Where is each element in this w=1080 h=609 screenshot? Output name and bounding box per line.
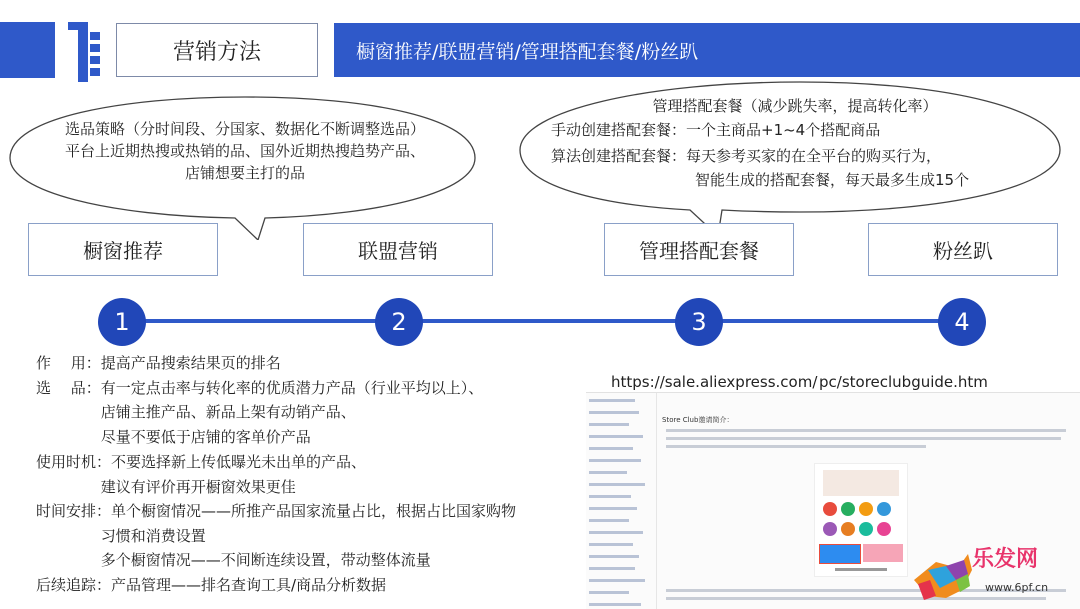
screenshot-phone-mockup <box>814 463 908 577</box>
section-subtitle: 橱窗推荐/联盟营销/管理搭配套餐/粉丝趴 <box>356 40 699 63</box>
detail-line: 时间安排：单个橱窗情况——所推产品国家流量占比，根据占比国家购物 <box>36 502 517 520</box>
store-club-url-part2[interactable]: pc/storeclubguide.htm <box>819 373 988 391</box>
section-title: 营销方法 <box>116 23 318 77</box>
bubble-left-line: 选品策略（分时间段、分国家、数据化不断调整选品） <box>64 120 425 138</box>
timeline-node: 4 <box>938 298 986 346</box>
watermark-brand: 乐发网 <box>972 547 1039 572</box>
detail-line: 多个橱窗情况——不间断连续设置，带动整体流量 <box>36 551 431 569</box>
category-window-recommend: 橱窗推荐 <box>28 223 218 276</box>
timeline-node: 2 <box>375 298 423 346</box>
bubble-right-line: 智能生成的搭配套餐，每天最多生成15个 <box>695 171 970 189</box>
bubble-right-title: 管理搭配套餐（减少跳失率，提高转化率） <box>652 97 938 115</box>
timeline-line <box>100 319 985 323</box>
screenshot-heading: Store Club邀请简介： <box>662 416 734 424</box>
category-fan-party: 粉丝趴 <box>868 223 1058 276</box>
bubble-right-line: 手动创建搭配套餐：一个主商品+1~4个搭配商品 <box>551 121 881 139</box>
bubble-right-line: 算法创建搭配套餐：每天参考买家的在全平台的购买行为， <box>551 147 942 165</box>
timeline-node: 1 <box>98 298 146 346</box>
detail-line: 作 用：提高产品搜索结果页的排名 <box>36 354 281 372</box>
category-affiliate-marketing: 联盟营销 <box>303 223 493 276</box>
detail-line: 后续追踪：产品管理——排名查询工具/商品分析数据 <box>36 576 387 594</box>
store-club-url-part1[interactable]: https://sale.aliexpress.com/ <box>611 373 818 391</box>
detail-line: 选 品：有一定点击率与转化率的优质潜力产品（行业平均以上）、 <box>36 379 484 397</box>
screenshot-sidebar <box>586 393 657 609</box>
category-bundle-management: 管理搭配套餐 <box>604 223 794 276</box>
bubble-left-line: 平台上近期热搜或热销的品、国外近期热搜趋势产品、 <box>64 142 425 160</box>
timeline-node: 3 <box>675 298 723 346</box>
detail-line: 使用时机：不要选择新上传低曝光未出单的产品、 <box>36 453 367 471</box>
bubble-left-line: 店铺想要主打的品 <box>184 164 305 182</box>
detail-line: 店铺主推产品、新品上架有动销产品、 <box>36 403 356 421</box>
bubble-left-text <box>35 118 455 184</box>
detail-line: 习惯和消费设置 <box>36 527 206 545</box>
detail-line: 尽量不要低于店铺的客单价产品 <box>36 428 311 446</box>
detail-line: 建议有评价再开橱窗效果更佳 <box>36 478 296 496</box>
watermark-site: www.6pf.cn <box>985 581 1049 594</box>
